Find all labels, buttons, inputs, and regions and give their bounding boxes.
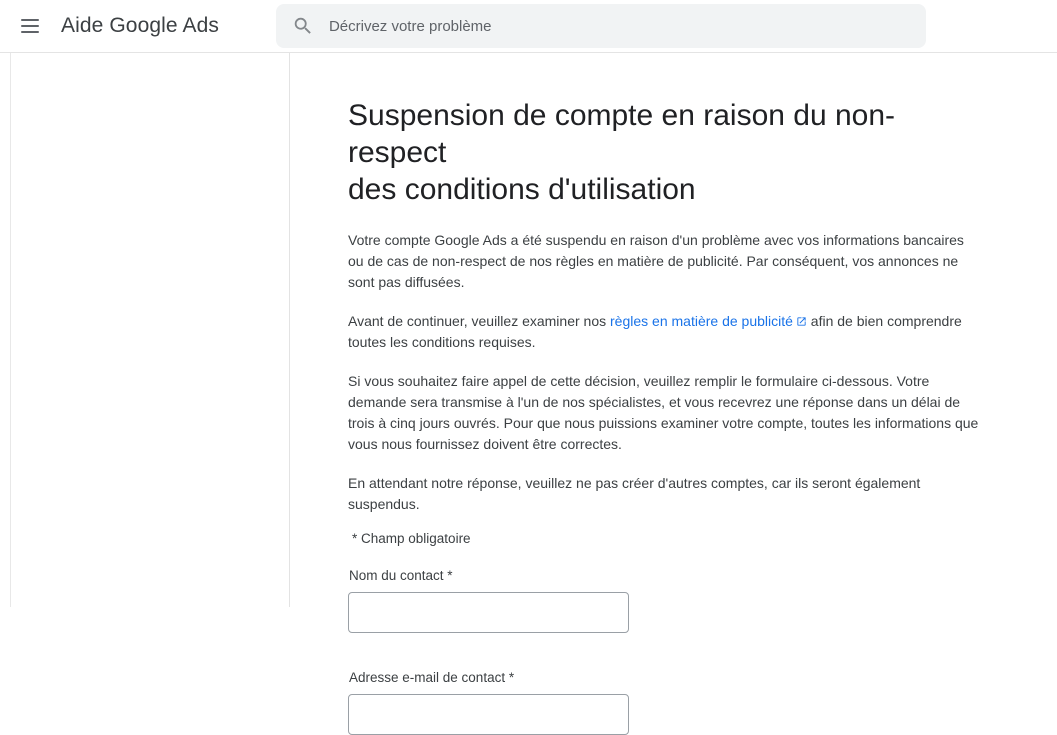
contact-email-field-group — [348, 670, 980, 735]
policy-paragraph-before: Avant de continuer, veuillez examiner nos — [348, 313, 611, 329]
contact-email-label: Adresse e-mail de contact * — [349, 670, 515, 685]
product-title: Aide Google Ads — [61, 14, 219, 37]
contact-name-label: Nom du contact * — [349, 568, 453, 583]
field-spacer — [348, 652, 980, 670]
policy-paragraph-after: afin de bien comprendre toutes les conditions requises. — [348, 313, 962, 350]
left-rail — [0, 53, 11, 607]
ads-policy-link[interactable]: règles en matière de publicité — [610, 313, 793, 329]
hamburger-menu-button[interactable] — [10, 6, 50, 46]
main-content — [290, 53, 1057, 685]
policy-paragraph — [348, 311, 980, 353]
external-link-icon — [796, 316, 807, 327]
app-header — [0, 0, 1057, 53]
required-field-note: * Champ obligatoire — [352, 531, 471, 546]
contact-name-field-group — [348, 568, 980, 633]
hamburger-menu-icon — [21, 19, 39, 33]
sidebar-nav — [11, 53, 290, 607]
search-icon — [292, 15, 314, 37]
page-body — [0, 53, 1057, 685]
contact-name-input[interactable] — [348, 592, 629, 633]
contact-email-input[interactable] — [348, 694, 629, 735]
waiting-paragraph: En attendant notre réponse, veuillez ne pas créer d'autres comptes, car ils seront également suspendus. — [348, 475, 921, 512]
appeal-paragraph: Si vous souhaitez faire appel de cette décision, veuillez remplir le formulaire ci-dessous. Votre demande sera transmise à l'un de nos spécialistes, et vous recevrez une réponse dans un délai de trois à cinq jours ouvrés. Pour que nous puissions examiner votre compte, toutes les informations que vous nous fournissez doivent être correctes. — [348, 373, 979, 452]
page-title: Suspension de compte en raison du non-respect des conditions d'utilisation — [348, 99, 896, 206]
search-input[interactable] — [327, 3, 910, 49]
intro-paragraph: Votre compte Google Ads a été suspendu en raison d'un problème avec vos informations bancaires ou de cas de non-respect de nos règles en matière de publicité. Par conséquent, vos annonces ne sont pas diffusées. — [348, 232, 964, 290]
search-bar[interactable] — [276, 4, 926, 48]
